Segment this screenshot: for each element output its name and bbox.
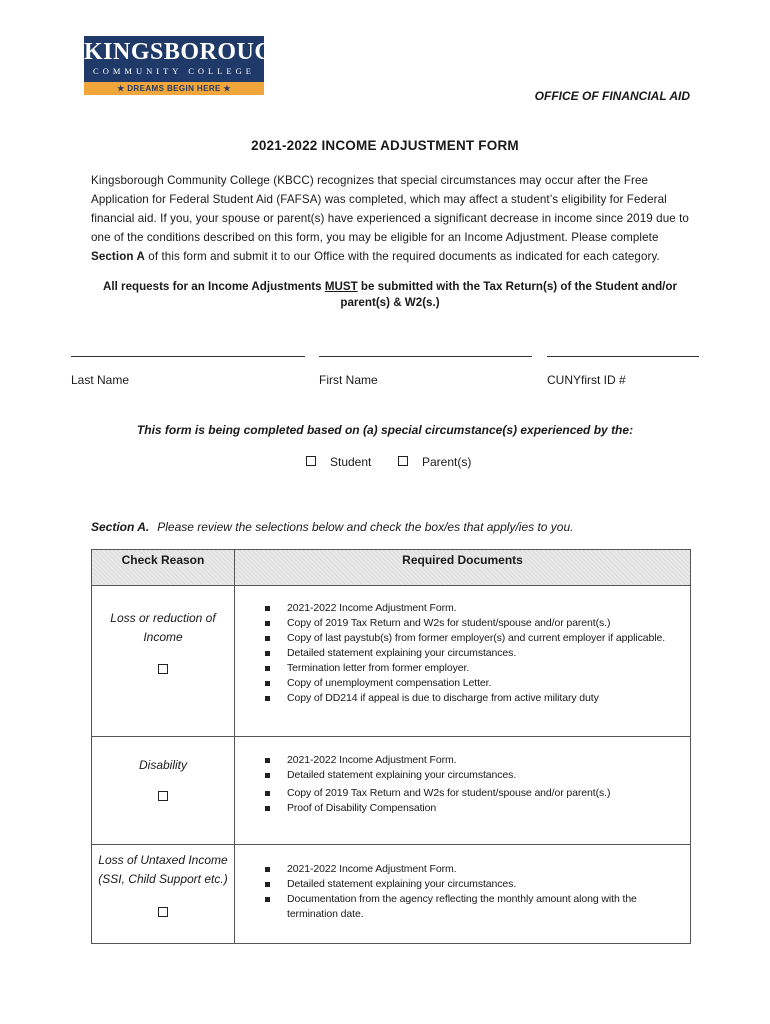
submission-notice: [95, 279, 685, 311]
form-title: 2021-2022 INCOME ADJUSTMENT FORM: [251, 138, 519, 153]
notice-after: be submitted with the Tax Return(s) of the Student and/or parent(s) & W2(s.): [340, 280, 677, 309]
logo-tagline: ★ DREAMS BEGIN HERE ★: [84, 82, 264, 95]
document-item: Copy of unemployment compensation Letter.: [235, 676, 690, 691]
document-item: 2021-2022 Income Adjustment Form.: [235, 862, 650, 877]
reason-income-loss: [92, 586, 235, 737]
reason-label-line: (SSI, Child Support etc.): [98, 872, 228, 886]
intro-text-1: Kingsborough Community College (KBCC) recognizes that special circumstances may occur after the Free Application for Federal Student Aid (FAFSA) was completed, which may affect a student’s eligibility for Federal financial aid. If you, your spouse or parent(s) have experienced a significant decrease in income since 2019 due to one of the conditions described on this form, you may be eligible for an Income Adjustment. Please complete: [91, 174, 689, 244]
cunyfirst-id-label: CUNYfirst ID #: [547, 373, 626, 387]
table-row: [92, 845, 691, 944]
reason-untaxed-income-label: [92, 845, 234, 889]
reason-label-line: Income: [143, 630, 183, 644]
document-item: Detailed statement explaining your circumstances.: [235, 877, 650, 892]
reason-disability-label: [92, 737, 234, 775]
reasons-table: [91, 549, 691, 944]
last-name-label: Last Name: [71, 373, 130, 387]
document-item: Copy of last paystub(s) from former employer(s) and current employer if applicable.: [235, 631, 690, 646]
document-item: Copy of 2019 Tax Return and W2s for student/spouse and/or parent(s.): [235, 616, 690, 631]
disability-documents: [235, 737, 691, 845]
office-heading: OFFICE OF FINANCIAL AID: [534, 89, 690, 103]
table-row: [92, 737, 691, 845]
logo-banner: [84, 36, 293, 82]
document-list: [235, 737, 690, 816]
student-checkbox[interactable]: [306, 456, 316, 466]
reason-label-line: Loss of Untaxed Income: [98, 853, 228, 867]
student-option[interactable]: [306, 455, 371, 469]
untaxed-income-checkbox[interactable]: [158, 907, 168, 917]
document-item: 2021-2022 Income Adjustment Form.: [235, 601, 690, 616]
college-logo: [84, 36, 293, 95]
document-item: Detailed statement explaining your circumstances.: [235, 768, 690, 783]
first-name-field[interactable]: [319, 343, 532, 357]
intro-section-a: Section A: [91, 250, 145, 263]
required-documents-header: Required Documents: [235, 550, 691, 586]
disability-checkbox[interactable]: [158, 791, 168, 801]
document-item: Documentation from the agency reflecting the monthly amount along with the termination date.: [235, 892, 650, 922]
circumstance-question: This form is being completed based on (a) special circumstance(s) experienced by the:: [136, 423, 634, 437]
section-a-instruction: Please review the selections below and check the box/es that apply/ies to you.: [157, 520, 574, 534]
parent-option[interactable]: [398, 455, 471, 469]
document-item: 2021-2022 Income Adjustment Form.: [235, 753, 690, 768]
last-name-field[interactable]: [71, 343, 305, 357]
table-row: [92, 586, 691, 737]
check-reason-header: Check Reason: [92, 550, 235, 586]
income-loss-documents: [235, 586, 691, 737]
reason-untaxed-income: [92, 845, 235, 944]
intro-paragraph: [91, 171, 691, 266]
section-a-heading: [91, 520, 573, 534]
document-item: Proof of Disability Compensation: [235, 801, 690, 816]
notice-must: MUST: [324, 280, 358, 293]
logo-subtitle: COMMUNITY COLLEGE: [93, 66, 255, 76]
document-list: [235, 845, 690, 922]
untaxed-income-documents: [235, 845, 691, 944]
income-loss-checkbox[interactable]: [158, 664, 168, 674]
document-list: [235, 586, 690, 706]
reason-label-line: Disability: [138, 758, 187, 772]
parent-checkbox[interactable]: [398, 456, 408, 466]
student-option-label: Student: [330, 455, 372, 469]
reason-label-line: Loss or reduction of: [110, 611, 216, 625]
document-item: Detailed statement explaining your circumstances.: [235, 646, 690, 661]
reason-disability: [92, 737, 235, 845]
document-item: Copy of 2019 Tax Return and W2s for student/spouse and/or parent(s.): [235, 786, 690, 801]
section-a-label: Section A.: [91, 520, 150, 534]
parent-option-label: Parent(s): [422, 455, 472, 469]
cunyfirst-id-field[interactable]: [547, 343, 699, 357]
intro-text-2: of this form and submit it to our Office with the required documents as indicated for each category.: [144, 250, 660, 263]
first-name-label: First Name: [319, 373, 378, 387]
table-header-row: [92, 550, 691, 586]
document-item: Termination letter from former employer.: [235, 661, 690, 676]
document-item: Copy of DD214 if appeal is due to discharge from active military duty: [235, 691, 690, 706]
notice-before: All requests for an Income Adjustments: [103, 280, 325, 293]
reason-income-loss-label: [92, 586, 234, 647]
logo-name: KINGSBOROUGH: [84, 39, 293, 65]
